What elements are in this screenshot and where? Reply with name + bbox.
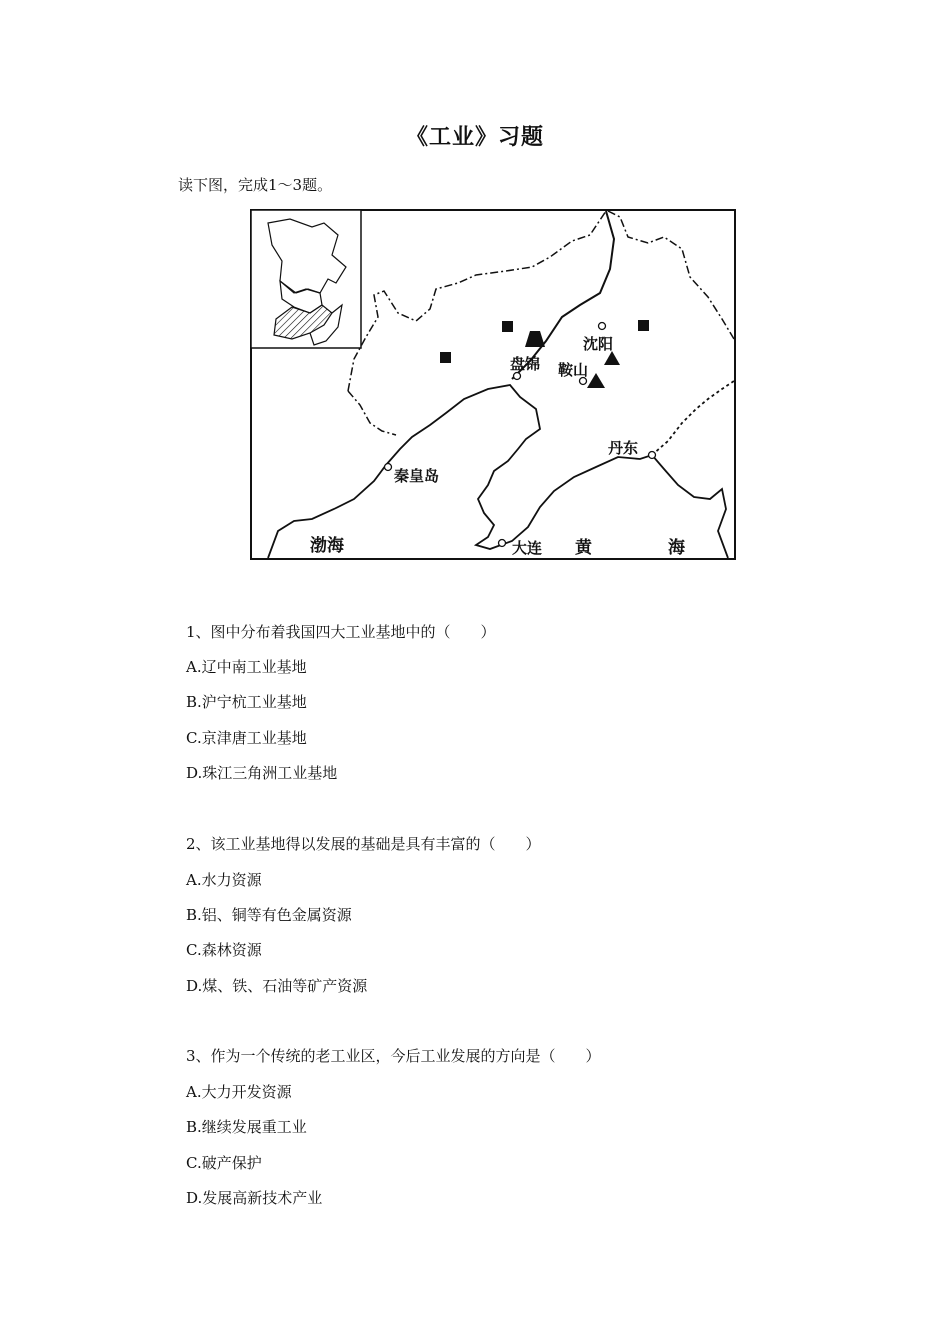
question-1-stem: 1、图中分布着我国四大工业基地中的（ ） (186, 623, 496, 641)
page-title: 《工业》习题 (405, 125, 544, 150)
sea-label-bohai: 渤海 (310, 536, 344, 556)
question-2-option-b: B.铝、铜等有色金属资源 (186, 906, 352, 924)
question-3-stem: 3、作为一个传统的老工业区，今后工业发展的方向是（ ） (186, 1047, 601, 1065)
city-label-dandong: 丹东 (608, 439, 639, 457)
industry-square-symbol (440, 352, 451, 363)
liaoning-map (250, 209, 736, 560)
sea-label-hai: 海 (668, 538, 685, 558)
question-2-option-c: C.森林资源 (186, 941, 262, 959)
question-3-option-c: C.破产保护 (186, 1154, 262, 1172)
city-label-panjin: 盘锦 (510, 355, 541, 373)
city-point-dandong (649, 452, 656, 459)
question-3-option-a: A.大力开发资源 (186, 1083, 292, 1101)
city-label-shenyang: 沈阳 (583, 335, 614, 353)
industry-square-symbol (502, 321, 513, 332)
question-2-option-d: D.煤、铁、石油等矿产资源 (186, 977, 368, 995)
question-1-option-c: C.京津唐工业基地 (186, 729, 307, 747)
question-3-option-d: D.发展高新技术产业 (186, 1189, 323, 1207)
city-label-dalian: 大连 (512, 539, 543, 557)
intro-text: 读下图，完成1～3题。 (178, 176, 333, 194)
industry-square-symbol (638, 320, 649, 331)
city-point-shenyang (599, 323, 606, 330)
city-point-dalian (499, 540, 506, 547)
question-3-option-b: B.继续发展重工业 (186, 1118, 307, 1136)
city-point-qinhuangdao (385, 464, 392, 471)
question-1-option-b: B.沪宁杭工业基地 (186, 693, 307, 711)
city-label-anshan: 鞍山 (558, 361, 589, 379)
question-1-option-a: A.辽中南工业基地 (186, 658, 307, 676)
city-point-panjin (514, 373, 521, 380)
question-2-option-a: A.水力资源 (186, 871, 262, 889)
question-1-option-d: D.珠江三角洲工业基地 (186, 764, 338, 782)
inset-map (251, 210, 361, 348)
question-2-stem: 2、该工业基地得以发展的基础是具有丰富的（ ） (186, 835, 541, 853)
sea-label-huang: 黄 (575, 538, 592, 558)
city-label-qinhuangdao: 秦皇岛 (394, 467, 440, 485)
